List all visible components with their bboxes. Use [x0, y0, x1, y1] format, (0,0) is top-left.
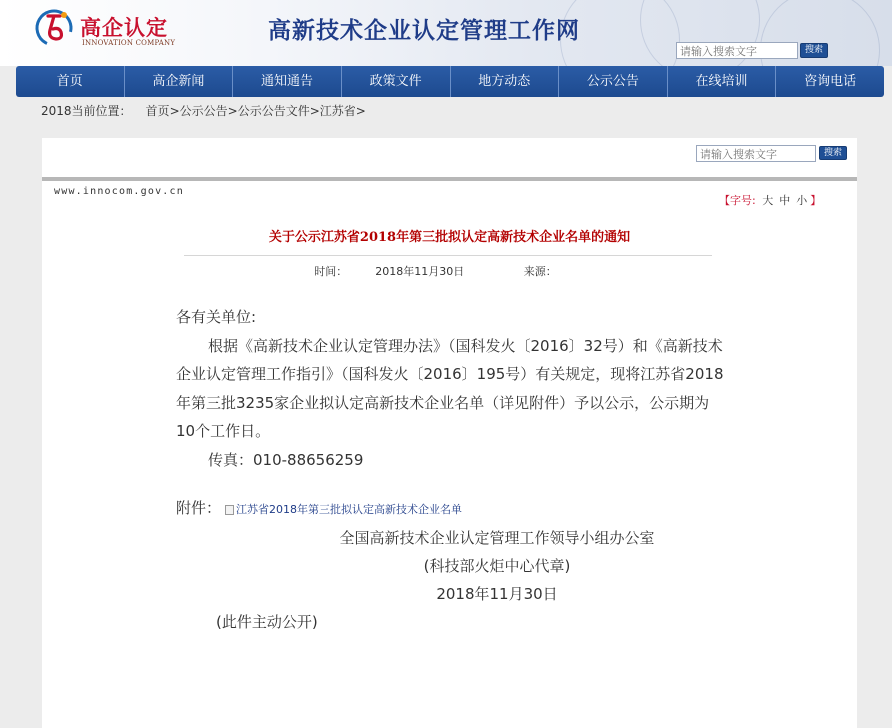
nav-item-local[interactable]: 地方动态 [451, 66, 560, 97]
breadcrumb-separator: > [309, 104, 320, 118]
signature-seal-note: (科技部火炬中心代章) [423, 557, 571, 575]
attachment-label: 附件： [176, 499, 222, 517]
signature-organization: 全国高新技术企业认定管理工作领导小组办公室 [339, 529, 655, 547]
header-search-button[interactable]: 搜索 [800, 43, 828, 58]
disclosure-note: (此件主动公开) [216, 613, 318, 631]
article-search-button[interactable]: 搜索 [819, 146, 847, 160]
site-header [0, 0, 892, 66]
site-url: www.innocom.gov.cn [54, 186, 184, 197]
breadcrumb-separator: > [227, 104, 238, 118]
broken-image-icon [225, 505, 234, 515]
breadcrumb-separator: > [169, 104, 180, 118]
article-body [176, 303, 726, 474]
article-search-input[interactable] [696, 145, 816, 162]
article-meta [42, 263, 857, 279]
breadcrumb-label: 2018当前位置： [41, 104, 132, 118]
article-panel [42, 138, 857, 728]
article-title: 关于公示江苏省2018年第三批拟认定高新技术企业名单的通知 [268, 230, 631, 245]
nav-item-news[interactable]: 高企新闻 [125, 66, 234, 97]
salutation: 各有关单位: [176, 308, 257, 326]
logo-mark-icon [34, 6, 76, 48]
font-size-bracket: 【 [719, 194, 730, 207]
font-size-label: 字号: [730, 194, 756, 207]
breadcrumb-home[interactable]: 首页 [145, 104, 170, 118]
font-size-large[interactable]: 大 [762, 194, 774, 207]
font-size-medium[interactable]: 中 [779, 194, 791, 207]
breadcrumb-jiangsu[interactable]: 江苏省 [319, 104, 356, 118]
breadcrumb-separator: > [355, 104, 366, 118]
body-paragraph: 根据《高新技术企业认定管理办法》（国科发火〔2016〕32号）和《高新技术企业认定管理工作指引》（国科发火〔2016〕195号）有关规定，现将江苏省2018年第三批3235家企业拟认定高新技术企业名单（详见附件）予以公示，公示期为10个工作日。 [176, 336, 724, 440]
font-size-small[interactable]: 小 [796, 194, 808, 207]
publish-time: 时间： 2018年11月30日 [314, 265, 465, 278]
fax-line: 传真：010-88656259 [208, 450, 364, 469]
header-search-input[interactable] [676, 42, 798, 59]
logo-chinese-text: 高企认定 [80, 16, 168, 40]
site-logo[interactable] [34, 6, 184, 52]
main-navigation [16, 66, 884, 97]
breadcrumb [33, 97, 858, 125]
breadcrumb-announcement-files[interactable]: 公示公告文件 [237, 104, 310, 118]
breadcrumb-announcements[interactable]: 公示公告 [179, 104, 228, 118]
font-size-bracket: 】 [810, 194, 822, 207]
signature-date: 2018年11月30日 [436, 585, 558, 603]
attachment-link-text: 江苏省2018年第三批拟认定高新技术企业名单 [236, 503, 462, 516]
panel-divider [42, 177, 857, 181]
nav-item-training[interactable]: 在线培训 [668, 66, 777, 97]
nav-item-notices[interactable]: 通知通告 [233, 66, 342, 97]
site-title: 高新技术企业认定管理工作网 [268, 17, 580, 44]
logo-english-text: INNOVATION COMPANY [82, 39, 176, 47]
attachment-link[interactable] [225, 501, 462, 517]
nav-item-home[interactable]: 首页 [16, 66, 125, 97]
font-size-switcher [719, 192, 821, 208]
nav-item-contact[interactable]: 咨询电话 [804, 74, 857, 89]
title-divider [184, 255, 712, 256]
nav-item-policy[interactable]: 政策文件 [342, 66, 451, 97]
nav-item-announcements[interactable]: 公示公告 [559, 66, 668, 97]
article-source: 来源： [523, 265, 557, 278]
